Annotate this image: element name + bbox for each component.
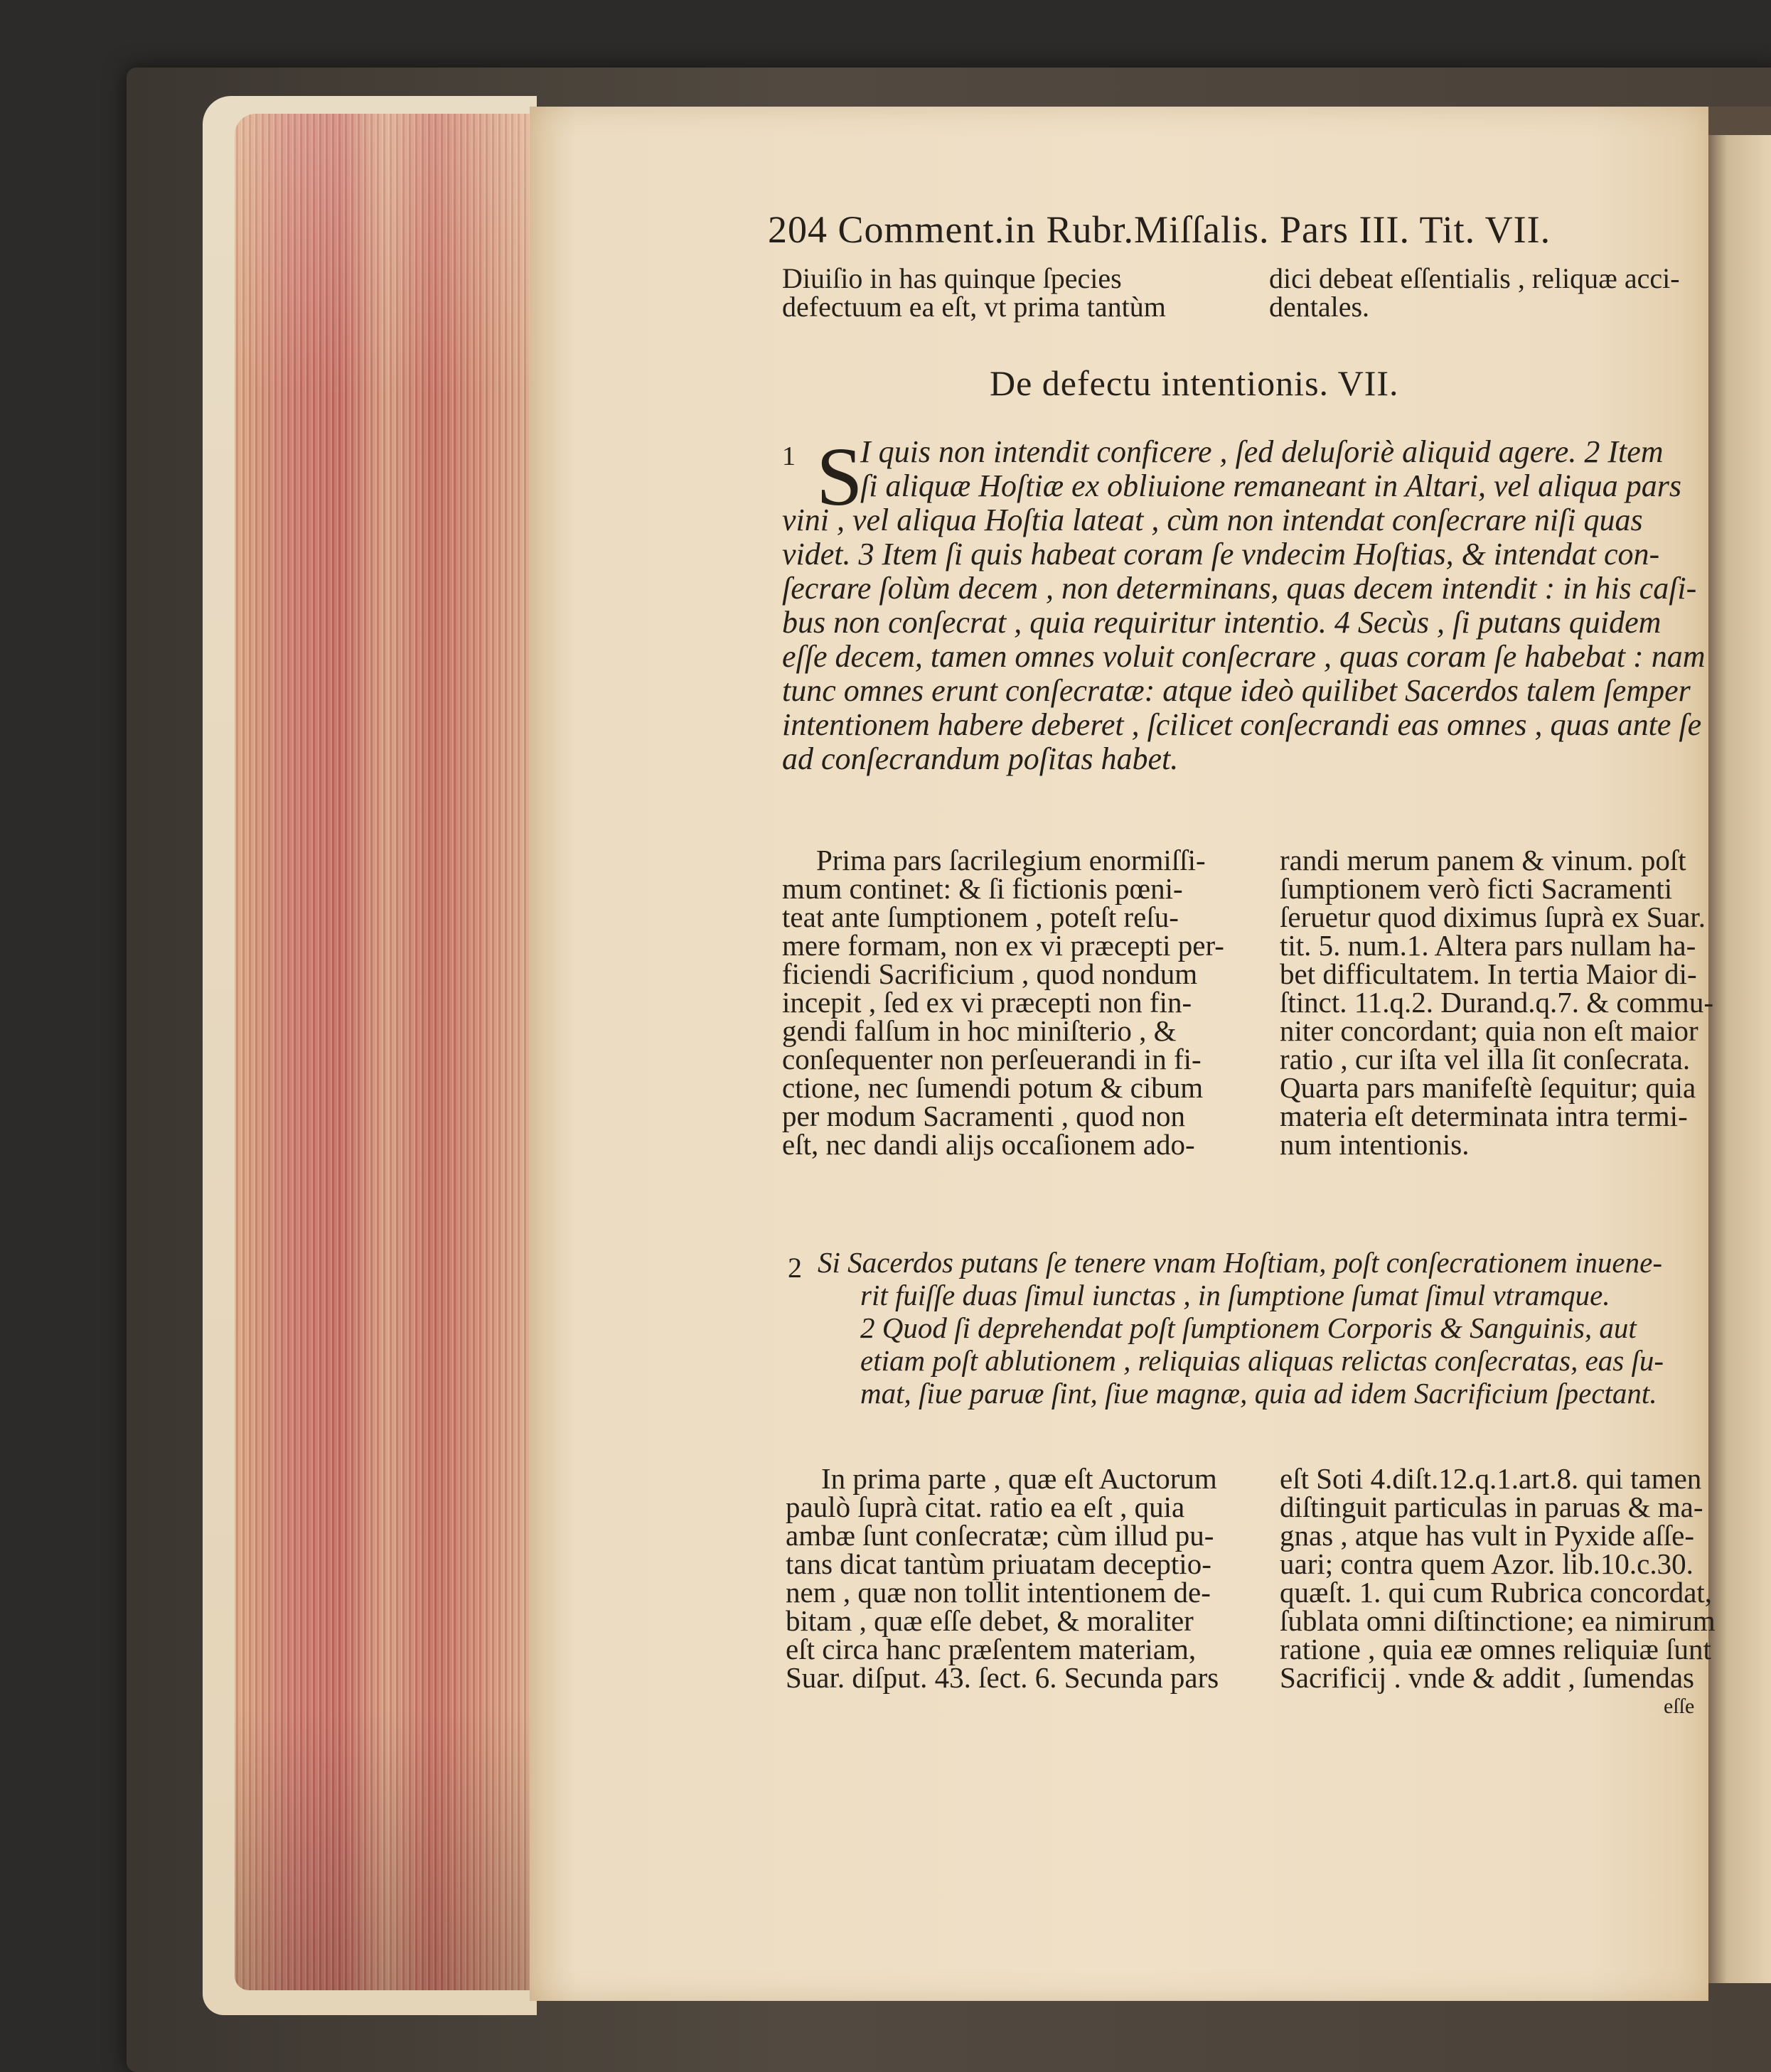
commentary-line: nem , quæ non tollit intentionem de- xyxy=(786,1576,1211,1609)
rubric-line: rit fuiſſe duas ſimul iunctas , in ſumptione ſumat ſimul vtramque. xyxy=(860,1279,1610,1311)
commentary-line: mum continet: & ſi fictionis pœni- xyxy=(782,872,1183,905)
rubric-number: 2 xyxy=(788,1252,802,1284)
commentary-2-right-column xyxy=(1280,1464,1716,1720)
commentary-line: ſumptionem verò ficti Sacramenti xyxy=(1280,872,1673,905)
commentary-line: Quarta pars manifeſtè ſequitur; quia xyxy=(1280,1071,1696,1104)
facing-page-edge xyxy=(1708,135,1771,1983)
intro-right-column xyxy=(1269,264,1710,321)
commentary-line: mere formam, non ex vi præcepti per- xyxy=(782,929,1224,962)
rubric-line: etiam poſt ablutionem , reliquias aliquas relictas conſecratas, eas ſu- xyxy=(860,1344,1664,1377)
rubric-line: ſi aliquæ Hoſtiæ ex obliuione remaneant in Altari, vel aliqua pars xyxy=(860,468,1681,503)
commentary-line: In prima parte , quæ eſt Auctorum xyxy=(821,1462,1217,1495)
rubric-line: tunc omnes erunt conſecratæ: atque ideò quilibet Sacerdos talem ſemper xyxy=(782,673,1691,708)
commentary-line: ratione , quia eæ omnes reliquiæ ſunt xyxy=(1280,1633,1711,1665)
rubric-line: eſſe decem, tamen omnes voluit conſecrare , quas coram ſe habebat : nam xyxy=(782,639,1706,674)
commentary-line: bitam , quæ eſſe debet, & moraliter xyxy=(786,1604,1194,1637)
commentary-line: tans dicat tantùm priuatam deceptio- xyxy=(786,1547,1211,1580)
intro-left-column xyxy=(782,264,1244,321)
rubric-number: 1 xyxy=(782,441,796,471)
rubric-line: vini , vel aliqua Hoſtia lateat , cùm non intendat conſecrare niſi quas xyxy=(782,503,1643,537)
facing-page-shadow xyxy=(1708,107,1771,135)
rubric-line: I quis non intendit conficere , ſed deluſoriè aliquid agere. 2 Item xyxy=(860,434,1664,469)
intro-right-line: dici debeat eſſentialis , reliquæ acci- xyxy=(1269,262,1680,294)
commentary-line: niter concordant; quia non eſt maior xyxy=(1280,1014,1698,1047)
intro-left-line: defectuum ea eſt, vt prima tantùm xyxy=(782,291,1166,323)
commentary-line: gendi falſum in hoc miniſterio , & xyxy=(782,1014,1177,1047)
commentary-line: ctione, nec ſumendi potum & cibum xyxy=(782,1071,1204,1104)
commentary-line: diſtinguit particulas in paruas & ma- xyxy=(1280,1491,1703,1523)
commentary-line: ambæ ſunt conſecratæ; cùm illud pu- xyxy=(786,1519,1214,1552)
page-edge-shading xyxy=(235,114,540,1990)
rubric-line: ſecrare ſolùm decem , non determinans, quas decem intendit : in his caſi- xyxy=(782,571,1697,606)
commentary-line: materia eſt determinata intra termi- xyxy=(1280,1100,1688,1132)
commentary-line: ratio , cur iſta vel illa ſit conſecrata. xyxy=(1280,1043,1691,1075)
rubric-2-text xyxy=(818,1245,1664,1409)
commentary-line: ficiendi Sacrificium , quod nondum xyxy=(782,957,1198,990)
commentary-line: bet difficultatem. In tertia Maior di- xyxy=(1280,957,1697,990)
section-heading: De defectu intentionis. VII. xyxy=(990,363,1399,403)
commentary-line: uari; contra quem Azor. lib.10.c.30. xyxy=(1280,1547,1694,1580)
rubric-1-text xyxy=(782,430,1706,776)
running-head: 204 Comment.in Rubr.Miſſalis. Pars III. Tit. VII. xyxy=(768,208,1551,251)
commentary-line: ſtinct. 11.q.2. Durand.q.7. & commu- xyxy=(1280,986,1713,1019)
rubric-line: bus non conſecrat , quia requiritur intentio. 4 Secùs , ſi putans quidem xyxy=(782,605,1662,640)
commentary-line: eſt, nec dandi alijs occaſionem ado- xyxy=(782,1128,1195,1161)
commentary-line: paulò ſuprà citat. ratio ea eſt , quia xyxy=(786,1491,1185,1523)
commentary-line: ſeruetur quod diximus ſuprà ex Suar. xyxy=(1280,901,1706,933)
commentary-line: tit. 5. num.1. Altera pars nullam ha- xyxy=(1280,929,1696,962)
commentary-line: gnas , atque has vult in Pyxide aſſe- xyxy=(1280,1519,1694,1552)
commentary-line: conſequenter non perſeuerandi in fi- xyxy=(782,1043,1202,1075)
drop-cap-initial: S xyxy=(816,430,863,523)
commentary-line: per modum Sacramenti , quod non xyxy=(782,1100,1186,1132)
rubric-line: mat, ſiue paruæ ſint, ſiue magnæ, quia ad idem Sacrificium ſpectant. xyxy=(860,1377,1657,1410)
intro-left-line: Diuiſio in has quinque ſpecies xyxy=(782,262,1122,294)
rubric-line: videt. 3 Item ſi quis habeat coram ſe vndecim Hoſtias, & intendat con- xyxy=(782,537,1660,571)
commentary-line: Sacrificij . vnde & addit , ſumendas xyxy=(1280,1661,1694,1694)
commentary-line: eſt Soti 4.diſt.12.q.1.art.8. qui tamen xyxy=(1280,1462,1702,1495)
commentary-line: quæſt. 1. qui cum Rubrica concordat, xyxy=(1280,1576,1713,1609)
intro-right-line: dentales. xyxy=(1269,291,1370,323)
commentary-line: Prima pars ſacrilegium enormiſſi- xyxy=(816,844,1206,876)
rubric-line: 2 Quod ſi deprehendat poſt ſumptionem Corporis & Sanguinis, aut xyxy=(860,1311,1637,1344)
commentary-line: incepit , ſed ex vi præcepti non fin- xyxy=(782,986,1192,1019)
rubric-line: intentionem habere deberet , ſcilicet conſecrandi eas omnes , quas ante ſe xyxy=(782,707,1702,742)
commentary-line: teat ante ſumptionem , poteſt reſu- xyxy=(782,901,1179,933)
commentary-line: num intentionis. xyxy=(1280,1128,1470,1161)
commentary-line: Suar. diſput. 43. ſect. 6. Secunda pars xyxy=(786,1661,1219,1694)
commentary-line: ſublata omni diſtinctione; ea nimirum xyxy=(1280,1604,1716,1637)
commentary-line: eſt circa hanc præſentem materiam, xyxy=(786,1633,1197,1665)
commentary-1-left-column xyxy=(782,846,1224,1159)
commentary-1-right-column xyxy=(1280,846,1713,1159)
rubric-line: Si Sacerdos putans ſe tenere vnam Hoſtiam, poſt conſecrationem inuene- xyxy=(818,1246,1662,1279)
commentary-line: eſſe xyxy=(1664,1695,1695,1718)
rubric-line: ad conſecrandum poſitas habet. xyxy=(782,741,1179,776)
commentary-line: randi merum panem & vinum. poſt xyxy=(1280,844,1686,876)
commentary-2-left-column xyxy=(786,1464,1219,1692)
